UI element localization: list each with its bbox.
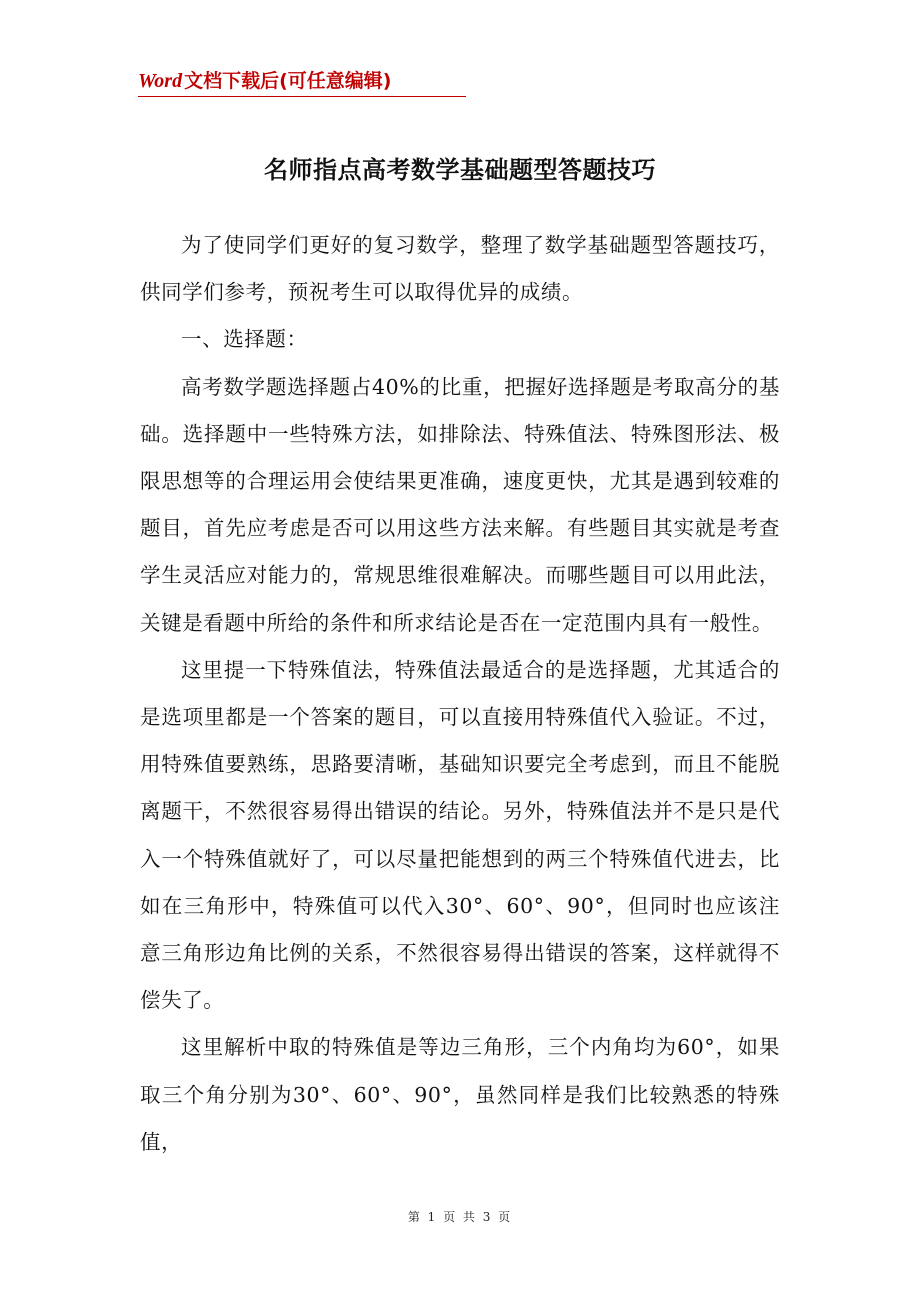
section-heading: 一、选择题： [181,327,308,352]
page-title: 名师指点高考数学基础题型答题技巧 [264,156,656,184]
page-number-footer: 第 1 页 共 3 页 [407,1210,513,1224]
header-note: 文档下载后(可任意编辑) [184,70,392,92]
paragraph: 高考数学题选择题占40%的比重，把握好选择题是考取高分的基础。选择题中一些特殊方法，如排除法、特殊值法、特殊图形法、极限思想等的合理运用会使结果更准确，速度更快，尤其是遇到较难的题目，首先应考虑是否可以用这些方法来解。有些题目其实就是考查学生灵活应对能力的，常规思维很难解决。而哪些题目可以用此法，关键是看题中所给的条件和所求结论是否在一定范围内具有一般性。 [140,374,780,635]
paragraph: 这里解析中取的特殊值是等边三角形，三个内角均为60°，如果取三个角分别为30°、60°、90°，虽然同样是我们比较熟悉的特殊值， [140,1035,780,1154]
paragraph: 这里提一下特殊值法，特殊值法最适合的是选择题，尤其适合的是选项里都是一个答案的题目，可以直接用特殊值代入验证。不过，用特殊值要熟练，思路要清晰，基础知识要完全考虑到，而且不能脱离题干，不然很容易得出错误的结论。另外，特殊值法并不是只是代入一个特殊值就好了，可以尽量把能想到的两三个特殊值代进去，比如在三角形中，特殊值可以代入30°、60°、90°，但同时也应该注意三角形边角比例的关系，不然很容易得出错误的答案，这样就得不偿失了。 [140,657,780,1013]
header-word-label: Word [138,70,183,92]
paragraph-intro: 为了使同学们更好的复习数学，整理了数学基础题型答题技巧，供同学们参考，预祝考生可以取得优异的成绩。 [140,233,780,305]
article-body [140,222,780,1166]
document-header [138,66,466,97]
